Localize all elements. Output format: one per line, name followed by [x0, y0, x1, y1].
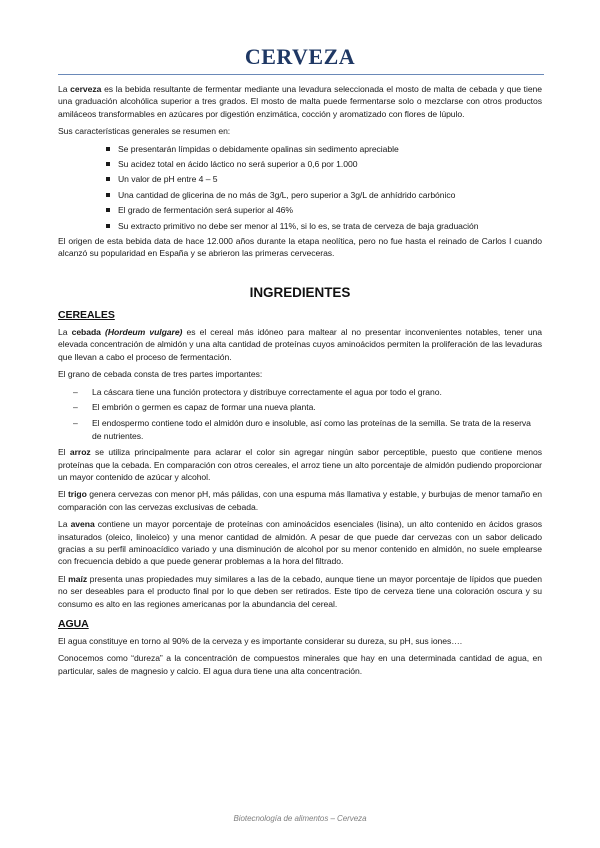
- water-paragraph-2: Conocemos como “dureza” a la concentración de compuestos minerales que hay en una determinada cantidad de agua, en particular, sales de magnesio y calcio. El agua dura tiene una alta concentración.: [58, 653, 542, 676]
- grain-parts-list: [58, 386, 542, 443]
- square-bullet-icon: [106, 147, 110, 151]
- ingredients-heading: INGREDIENTES: [249, 284, 351, 300]
- list-item: – El embrión o germen es capaz de formar una nueva planta.: [73, 402, 316, 413]
- list-item: Su extracto primitivo no debe ser menor al 11%, si lo es, se trata de cerveza de baja graduación: [58, 220, 542, 232]
- origin-paragraph: El origen de esta bebida data de hace 12.000 años durante la etapa neolítica, pero no fue hasta el reinado de Carlos I cuando alcanzó su popularidad en España y se abrieron las primeras cerveceras.: [58, 236, 542, 259]
- term-trigo: trigo: [67, 489, 87, 500]
- cereals-heading: CEREALES: [58, 308, 115, 321]
- square-bullet-icon: [106, 224, 110, 228]
- square-bullet-icon: [106, 193, 110, 197]
- square-bullet-icon: [106, 162, 110, 166]
- list-item: – El endospermo contiene todo el almidón duro e insoluble, así como las proteínas de la semilla. Se trata de la reserva de nutrientes.: [73, 418, 531, 441]
- term-avena: avena: [70, 519, 95, 530]
- list-item: Se presentarán límpidas o debidamente opalinas sin sedimento apreciable: [58, 143, 542, 155]
- trigo-paragraph: El trigo genera cervezas con menor pH, más pálidas, con una espuma más llamativa y estable, y burbujas de menor tamaño en comparación con las cervezas exclusivas de cebada.: [58, 489, 542, 512]
- square-bullet-icon: [106, 177, 110, 181]
- maiz-paragraph: El maíz presenta unas propiedades muy similares a las de la cebado, aunque tiene un mayor porcentaje de lípidos que pueden no ser deseables para el producto final por lo que deben ser retirados. Este tipo de cerveza tiene una coloración oscura y su consumo es alto en las regiones americanas por la abundancia del cereal.: [58, 573, 543, 609]
- avena-paragraph: La avena contiene un mayor porcentaje de proteínas con aminoácidos esenciales (lisina), un alto contenido en ácidos grasos insaturados (oleico, linoleico) y una menor cantidad de almidón. A pesar de que puede dar cervezas con un sabor delicado gracias a su perfil aminoacídico variado y una disminución de alcohol por su menor contenido en almidón, no suele emplearse con frecuencia debido a que puede generar problemas a la hora del filtrado.: [58, 519, 542, 567]
- term-arroz: arroz: [69, 447, 91, 458]
- water-paragraph-1: El agua constituye en torno al 90% de la cerveza y es importante considerar su dureza, su pH, sus iones….: [58, 636, 463, 646]
- list-item: Un valor de pH entre 4 – 5: [58, 173, 542, 185]
- grain-parts-intro: El grano de cebada consta de tres partes importantes:: [58, 369, 263, 380]
- water-heading: AGUA: [58, 618, 89, 630]
- square-bullet-icon: [106, 208, 110, 212]
- intro-paragraph: La cerveza es la bebida resultante de fermentar mediante una levadura seleccionada el mosto de malta de cebada y que tiene una graduación alcohólica superior a tres grados. El mosto de malta puede fermentarse solo o mezclarse con otros productos amiláceos transformables en azúcares por digestión enzimática, cocción y aromatizado con flores de lúpulo.: [58, 84, 543, 119]
- cebada-paragraph: La cebada (Hordeum vulgare) es el cereal más idóneo para maltear al no presentar inconvenientes notables, tener una elevada concentración de almidón y una alta cantidad de proteínas cuyos aminoácidos permiten la proliferación de las levaduras que llevan a cabo el proceso de fermentación.: [58, 326, 543, 362]
- list-item: – La cáscara tiene una función protectora y distribuye correctamente el agua por todo el grano.: [73, 386, 442, 397]
- list-item: Una cantidad de glicerina de no más de 3g/L, pero superior a 3g/L de anhídrido carbónico: [58, 189, 542, 201]
- dash-bullet: –: [73, 386, 78, 397]
- arroz-paragraph: El arroz se utiliza principalmente para aclarar el color sin agregar ningún sabor perceptible, puesto que contiene menos proteínas que la cebada. En comparación con otros cereales, el arroz tiene un alto porcentaje de almidón pudiendo proporcionar un mayor contenido de azúcar y alcohol.: [58, 447, 543, 482]
- page-title: CERVEZA: [244, 44, 356, 69]
- document-body: [58, 83, 542, 682]
- dash-bullet: –: [73, 418, 78, 429]
- term-cebada: cebada: [71, 326, 101, 337]
- list-item: Su acidez total en ácido láctico no será superior a 0,6 por 1.000: [58, 158, 542, 170]
- characteristics-list: [58, 143, 542, 232]
- term-hordeum-vulgare: (Hordeum vulgare): [105, 326, 183, 337]
- page-footer: Biotecnología de alimentos – Cerveza: [233, 814, 367, 823]
- term-cerveza: cerveza: [70, 84, 102, 94]
- dash-bullet: –: [73, 402, 78, 413]
- list-item: El grado de fermentación será superior al 46%: [58, 204, 542, 216]
- title-underline-rule: [58, 74, 544, 75]
- term-maiz: maíz: [68, 573, 88, 584]
- characteristics-intro: Sus características generales se resumen en:: [58, 126, 231, 137]
